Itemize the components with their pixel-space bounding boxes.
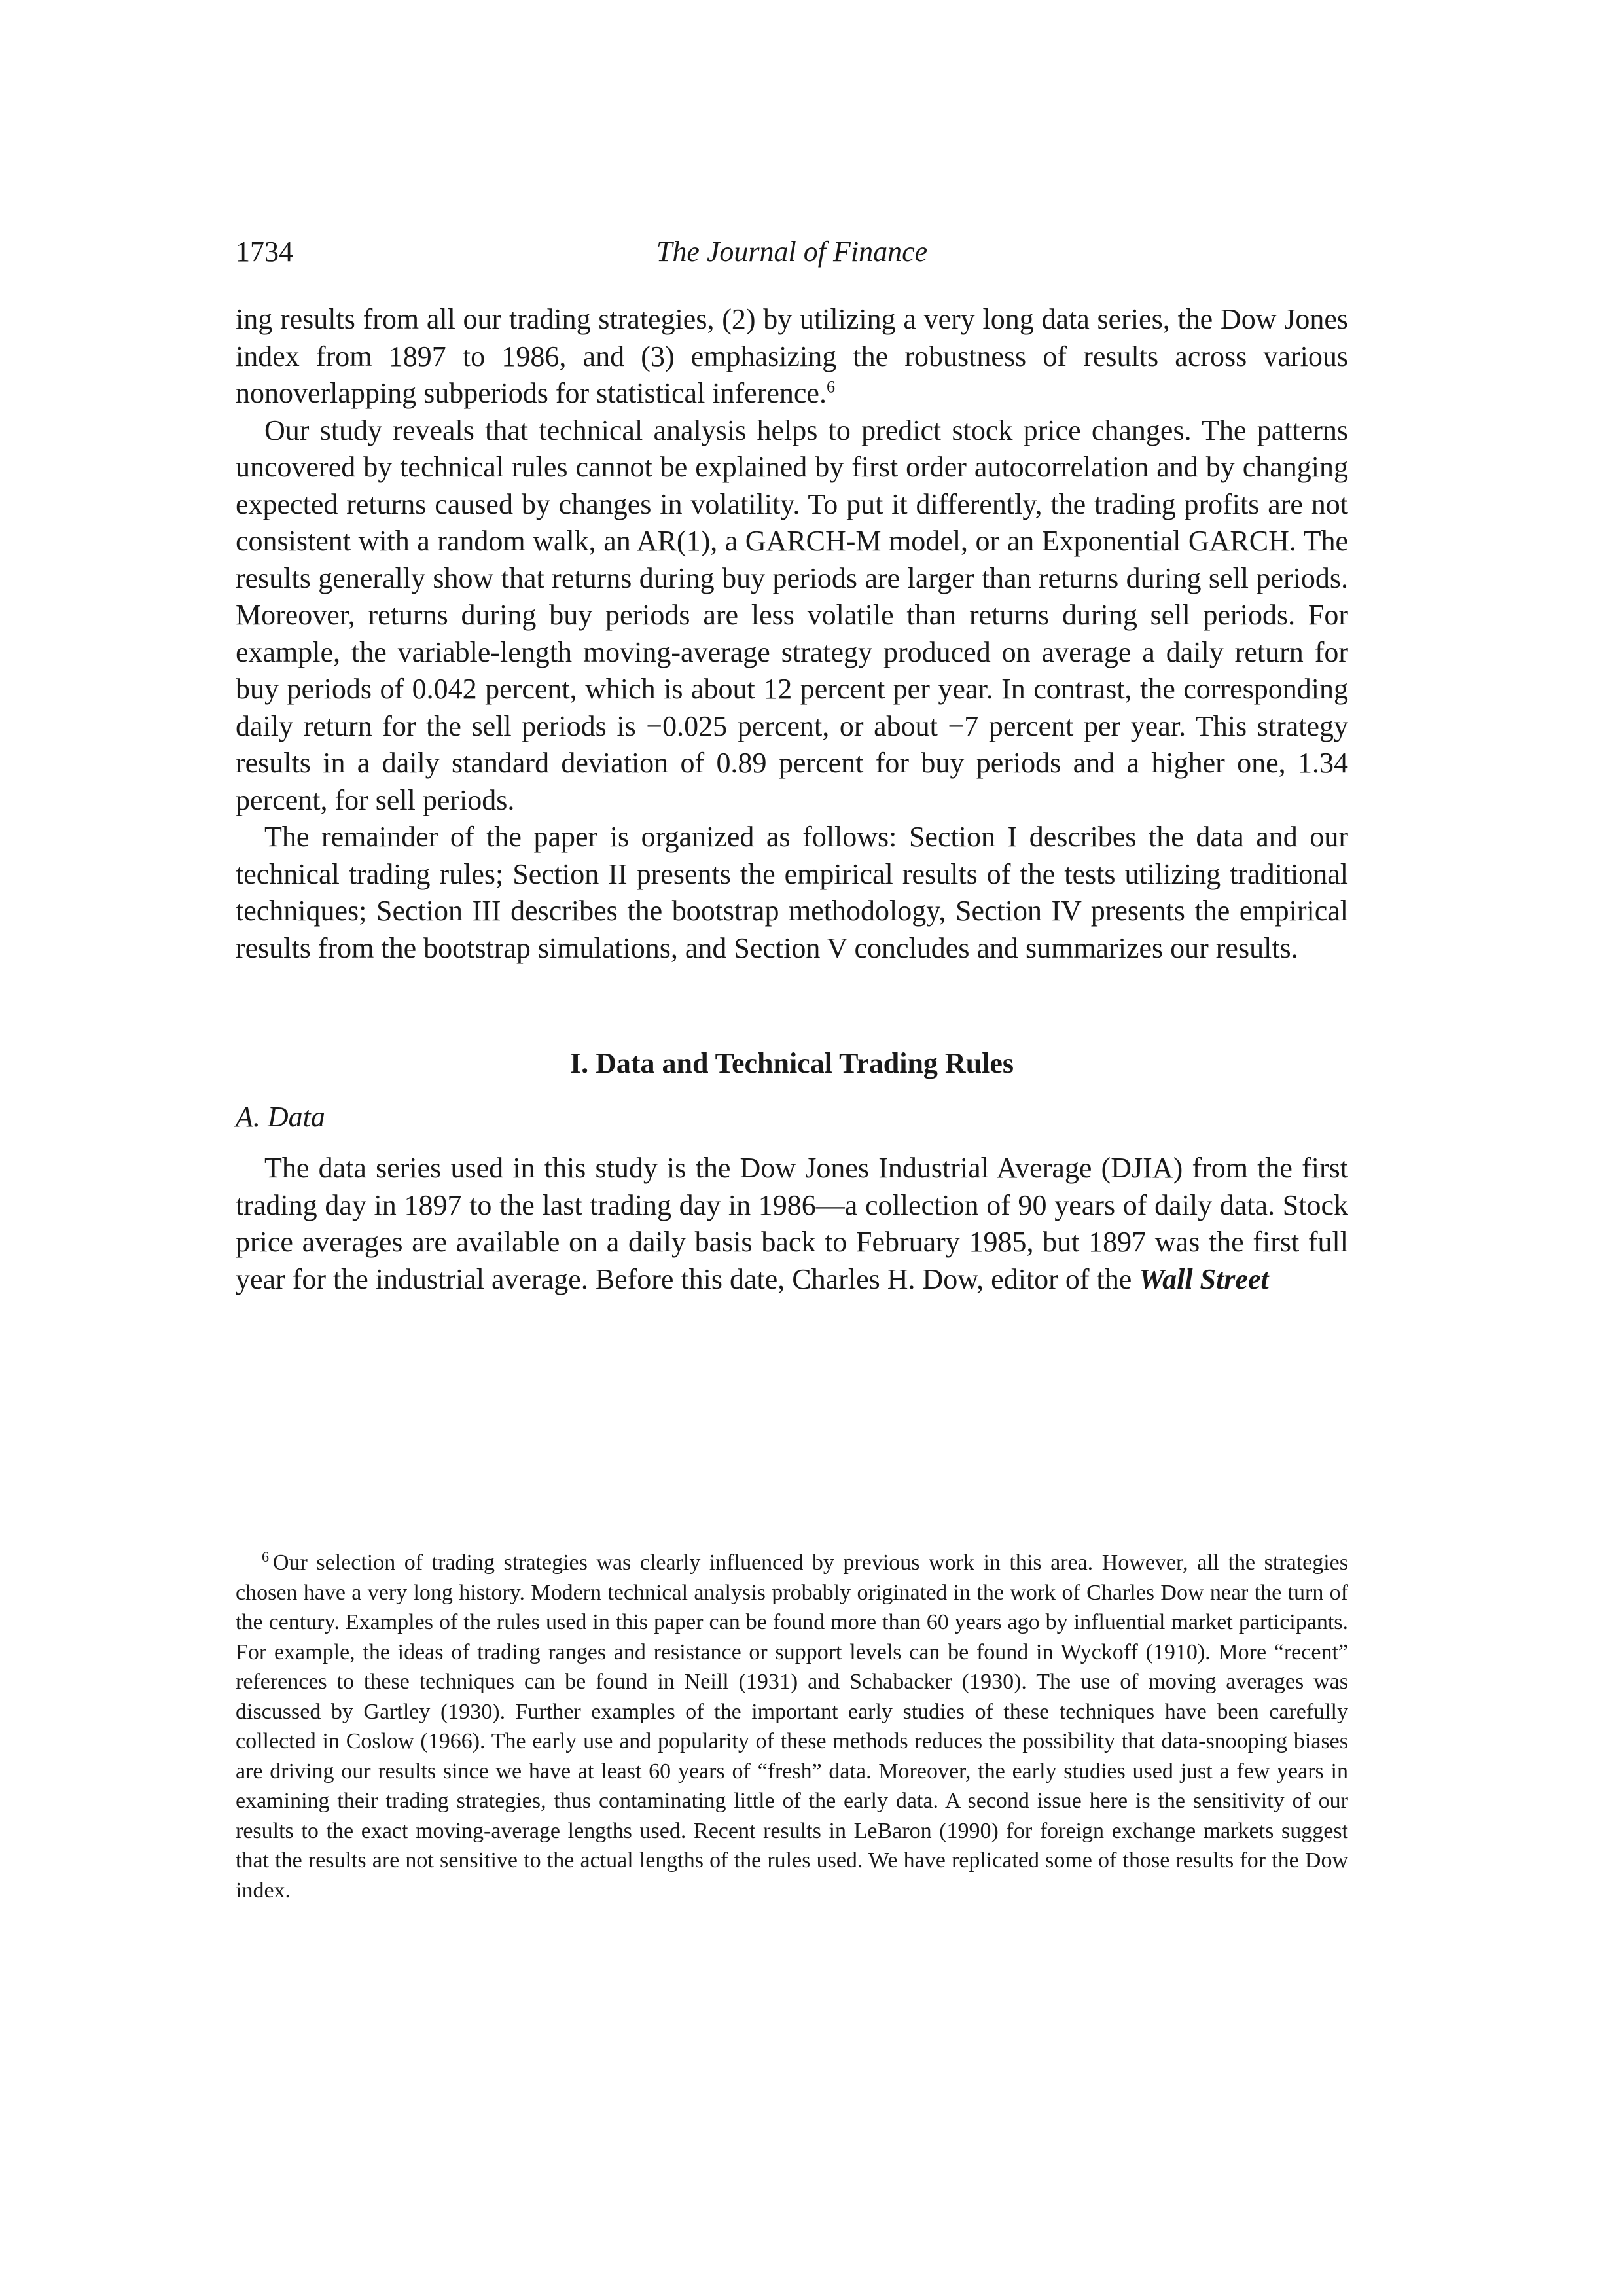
subsection-heading	[236, 1098, 1348, 1137]
subsection-title: Data	[267, 1101, 325, 1133]
paragraph-4	[236, 1150, 1348, 1298]
subsection-letter: A.	[236, 1101, 260, 1133]
footnote-paragraph	[236, 1548, 1348, 1905]
paragraph-4-italic-end: Wall Street	[1139, 1263, 1269, 1295]
footnote-mark: 6	[262, 1548, 269, 1565]
paragraph-continuation	[236, 301, 1348, 412]
footnote-text: Our selection of trading strategies was clearly influenced by previous work in this area. However, all the strategies chosen have a very long history. Modern technical analysis probably originated in the work of Charles Dow near the turn of the century. Examples of the rules used in this paper can be found more than 60 years ago by influential market participants. For example, the ideas of trading ranges and resistance or support levels can be found in Wyckoff (1910). More “recent” references to these techniques can be found in Neill (1931) and Schabacker (1930). The use of moving averages was discussed by Gartley (1930). Further examples of the important early studies of these techniques have been carefully collected in Coslow (1966). The early use and popularity of these methods reduces the possibility that data-snooping biases are driving our results since we have at least 60 years of “fresh” data. Moreover, the early studies used just a few years in examining their trading strategies, thus contaminating little of the early data. A second issue here is the sensitivity of our results to the exact moving-average lengths used. Recent results in LeBaron (1990) for foreign exchange markets suggest that the results are not sensitive to the actual lengths of the rules used. We have replicated some of those results for the Dow index.	[236, 1551, 1348, 1903]
footnote	[236, 1548, 1348, 1905]
journal-title: The Journal of Finance	[656, 236, 928, 268]
running-head	[236, 232, 1348, 272]
paragraph-4-text: The data series used in this study is the Dow Jones Industrial Average (DJIA) from the first trading day in 1897 to the last trading day in 1986—a collection of 90 years of daily data. Stock price averages are available on a daily basis back to February 1985, but 1897 was the first full year for the industrial average. Before this date, Charles H. Dow, editor of the	[236, 1152, 1348, 1295]
main-body	[236, 301, 1348, 1298]
paragraph-3: The remainder of the paper is organized as follows: Section I describes the data and our technical trading rules; Section II presents the empirical results of the tests utilizing traditional techniques; Section III describes the bootstrap methodology, Section IV presents the empirical results from the bootstrap simulations, and Section V concludes and summarizes our results.	[236, 821, 1348, 964]
paragraph-2: Our study reveals that technical analysis helps to predict stock price changes. The patterns uncovered by technical rules cannot be explained by first order autocorrelation and by changing expected returns caused by changes in volatility. To put it differently, the trading profits are not consistent with a random walk, an AR(1), a GARCH-M model, or an Exponential GARCH. The results generally show that returns during buy periods are larger than returns during sell periods. Moreover, returns during buy periods are less volatile than returns during sell periods. For example, the variable-length moving-average strategy produced on average a daily return for buy periods of 0.042 percent, which is about 12 percent per year. In contrast, the corresponding daily return for the sell periods is −0.025 percent, or about −7 percent per year. This strategy results in a daily standard deviation of 0.89 percent for buy periods and a higher one, 1.34 percent, for sell periods.	[236, 414, 1348, 816]
paragraph-1-text: ing results from all our trading strategies, (2) by utilizing a very long data series, the Dow Jones index from 1897 to 1986, and (3) emphasizing the robustness of results across various nonoverlapping subperiods for statistical inference.	[236, 303, 1348, 409]
page-number: 1734	[236, 236, 293, 268]
section-heading: I. Data and Technical Trading Rules	[569, 1047, 1014, 1079]
footnote-reference: 6	[826, 377, 835, 397]
